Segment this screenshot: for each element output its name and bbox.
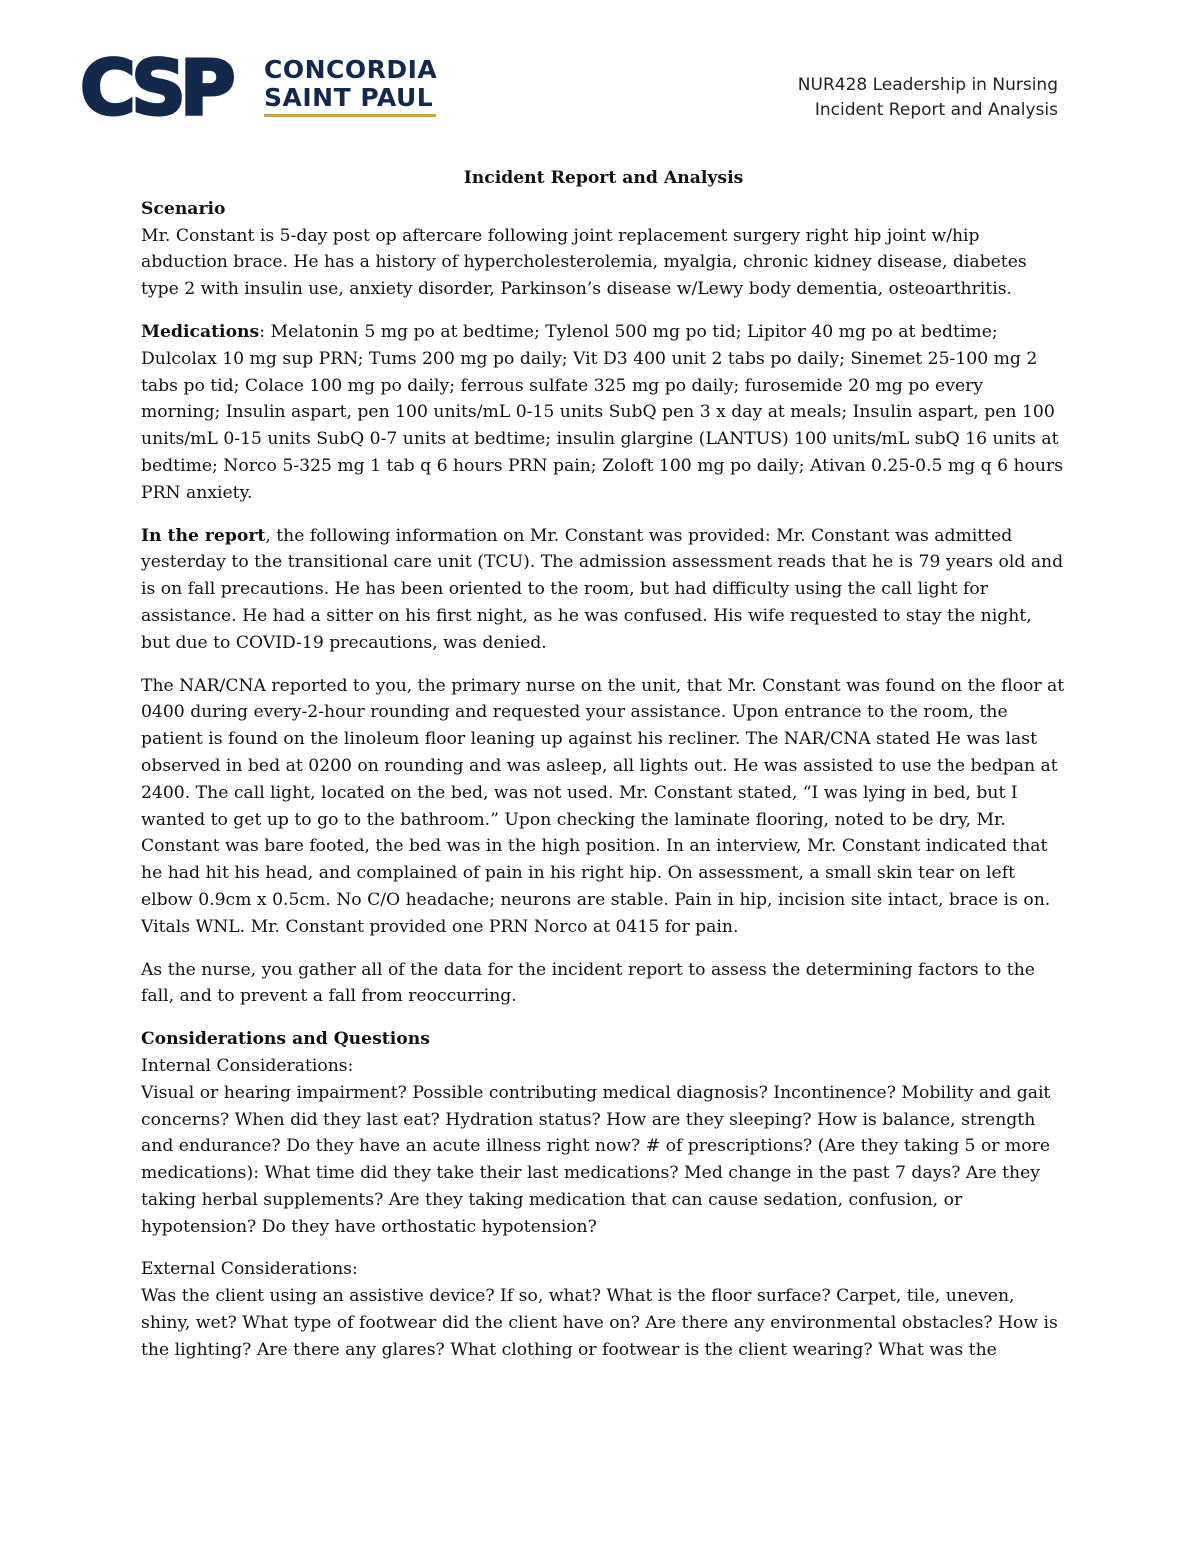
scenario-heading: Scenario — [141, 198, 226, 219]
external-considerations-label: External Considerations: — [141, 1259, 358, 1280]
course-line: NUR428 Leadership in Nursing — [797, 75, 1058, 95]
csp-logo — [80, 52, 440, 122]
document-title: Incident Report and Analysis — [463, 168, 744, 188]
scenario-paragraph: Mr. Constant is 5-day post op aftercare following joint replacement surgery right hip joint w/hip abduction brace. He has a history of hypercholesterolemia, myalgia, chronic kidney disease, diabetes type 2 with insulin use, anxiety disorder, Parkinson’s disease w/Lewy body dementia, osteoarthritis. — [141, 225, 1027, 300]
considerations-heading: Considerations and Questions — [141, 1029, 430, 1050]
document-body — [141, 165, 1066, 1380]
narrative-paragraph: The NAR/CNA reported to you, the primary nurse on the unit, that Mr. Constant was found on the floor at 0400 during every-2-hour rounding and requested your assistance. Upon entrance to the room, the patient is found on the linoleum floor leaning up against his recliner. The NAR/CNA stated He was last observed in bed at 0200 on rounding and was asleep, all lights out. He was assisted to use the bedpan at 2400. The call light, located on the bed, was not used. Mr. Constant stated, “I was lying in bed, but I wanted to get up to go to the bathroom.” Upon checking the laminate flooring, noted to be dry, Mr. Constant was bare footed, the bed was in the high position. In an interview, Mr. Constant indicated that he had hit his head, and complained of pain in his right hip. On assessment, a small skin tear on left elbow 0.9cm x 0.5cm. No C/O headache; neurons are stable. Pain in hip, incision site intact, brace is on. Vitals WNL. Mr. Constant provided one PRN Norco at 0415 for pain. — [141, 675, 1065, 937]
logo-name-line1: CONCORDIA — [264, 55, 438, 84]
report-paragraph — [141, 523, 1066, 657]
logo-wordmark — [264, 56, 437, 121]
csp-logo-mark-text: CSP — [80, 52, 230, 122]
report-text: , the following information on Mr. Constant was provided: Mr. Constant was admitted yesterday to the transitional care unit (TCU). The admission assessment reads that he is 79 years old and is on fall precautions. He has been oriented to the room, but had difficulty using the call light for assistance. He had a sitter on his first night, as he was confused. His wife requested to stay the night, but due to COVID-19 precautions, was denied. — [141, 525, 1064, 653]
internal-considerations-label: Internal Considerations: — [141, 1055, 354, 1076]
nurse-paragraph: As the nurse, you gather all of the data for the incident report to assess the determining factors to the fall, and to prevent a fall from reoccurring. — [141, 959, 1035, 1007]
doc-line: Incident Report and Analysis — [814, 100, 1058, 120]
report-label: In the report — [141, 525, 266, 546]
logo-gold-rule — [264, 114, 436, 117]
medications-text: : Melatonin 5 mg po at bedtime; Tylenol 500 mg po tid; Lipitor 40 mg po at bedtime; Dulcolax 10 mg sup PRN; Tums 200 mg po daily; Vit D3 400 unit 2 tabs po daily; Sinemet 25-100 mg 2 tabs po tid; Colace 100 mg po daily; ferrous sulfate 325 mg po daily; furosemide 20 mg po every morning; Insulin aspart, pen 100 units/mL 0-15 units SubQ pen 3 x day at meals; Insulin aspart, pen 100 units/mL 0-15 units SubQ 0-7 units at bedtime; insulin glargine (LANTUS) 100 units/mL subQ 16 units at bedtime; Norco 5-325 mg 1 tab q 6 hours PRN pain; Zoloft 100 mg po daily; Ativan 0.25-0.5 mg q 6 hours PRN anxiety. — [141, 321, 1064, 503]
medications-label: Medications — [141, 321, 260, 342]
internal-considerations-paragraph: Visual or hearing impairment? Possible contributing medical diagnosis? Incontinence? Mobility and gait concerns? When did they last eat? Hydration status? How are they sleeping? How is balance, strength and endurance? Do they have an acute illness right now? # of prescriptions? (Are they taking 5 or more medications): What time did they take their last medications? Med change in the past 7 days? Are they taking herbal supplements? Are they taking medication that can cause sedation, confusion, or hypotension? Do they have orthostatic hypotension? — [141, 1082, 1051, 1237]
medications-paragraph — [141, 319, 1066, 507]
running-header — [798, 73, 1058, 123]
logo-name-line2: SAINT PAUL — [264, 83, 434, 112]
external-considerations-paragraph: Was the client using an assistive device? If so, what? What is the floor surface? Carpet, tile, uneven, shiny, wet? What type of footwear did the client have on? Are there any environmental obstacles? How is the lighting? Are there any glares? What clothing or footwear is the client wearing? What was the — [141, 1286, 1058, 1360]
csp-logo-mark — [80, 52, 256, 122]
